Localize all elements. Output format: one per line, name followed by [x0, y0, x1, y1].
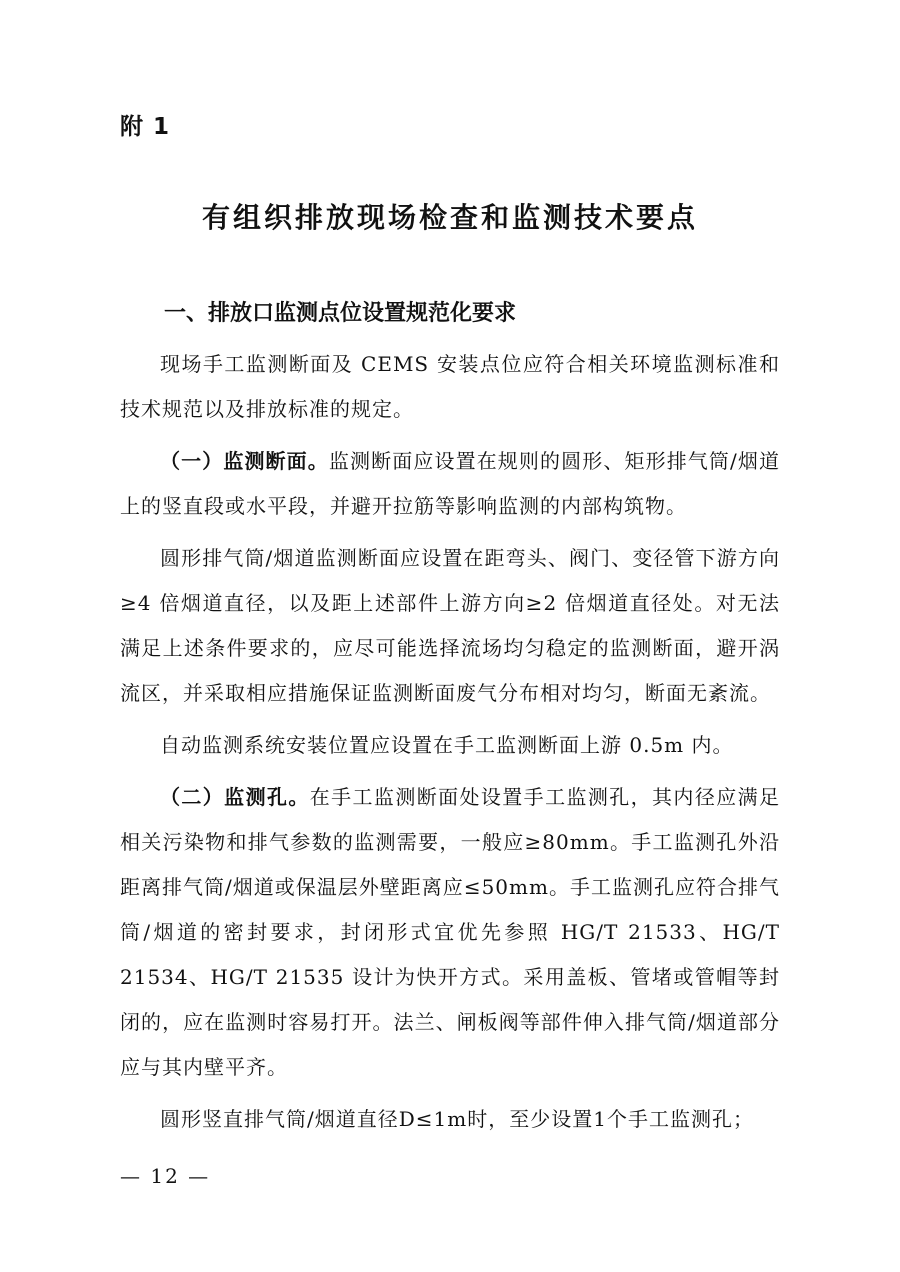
paragraph-monitoring-section [120, 439, 780, 529]
section-heading: 一、排放口监测点位设置规范化要求 [164, 301, 517, 326]
paragraph-vertical-flue: 圆形竖直排气筒/烟道直径D≤1m时，至少设置1个手工监测孔； [160, 1107, 754, 1131]
paragraph-round-flue: 圆形排气筒/烟道监测断面应设置在距弯头、阀门、变径管下游方向≥4 倍烟道直径，以及距上述部件上游方向≥2 倍烟道直径处。对无法满足上述条件要求的，应尽可能选择流场均匀稳定的监测断面，避开涡流区，并采取相应措施保证监测断面废气分布相对均匀，断面无紊流。 [120, 546, 780, 705]
item-text-monitoring-section: 监测断面应设置在规则的圆形、矩形排气筒/烟道上的竖直段或水平段，并避开拉筋等影响监测的内部构筑物。 [120, 449, 780, 518]
paragraph-intro: 现场手工监测断面及 CEMS 安装点位应符合相关环境监测标准和技术规范以及排放标准的规定。 [120, 352, 780, 421]
item-text-monitoring-hole: 在手工监测断面处设置手工监测孔，其内径应满足相关污染物和排气参数的监测需要，一般应≥80mm。手工监测孔外沿距离排气筒/烟道或保温层外壁距离应≤50mm。手工监测孔应符合排气筒/烟道的密封要求，封闭形式宜优先参照 HG/T 21533、HG/T 21534、HG/T 21535 设计为快开方式。采用盖板、管堵或管帽等封闭的，应在监测时容易打开。法兰、闸板阀等部件伸入排气筒/烟道部分应与其内壁平齐。 [120, 785, 780, 1079]
page-number: — 12 — [120, 1164, 211, 1188]
paragraph-monitoring-hole [120, 775, 780, 1090]
document-title: 有组织排放现场检查和监测技术要点 [201, 201, 698, 234]
document-body [120, 292, 780, 1149]
item-heading-monitoring-hole: （二）监测孔。 [160, 785, 310, 809]
paragraph-auto-monitoring: 自动监测系统安装位置应设置在手工监测断面上游 0.5m 内。 [160, 733, 734, 757]
item-heading-monitoring-section: （一）监测断面。 [160, 449, 329, 473]
attachment-label: 附 1 [120, 114, 171, 140]
